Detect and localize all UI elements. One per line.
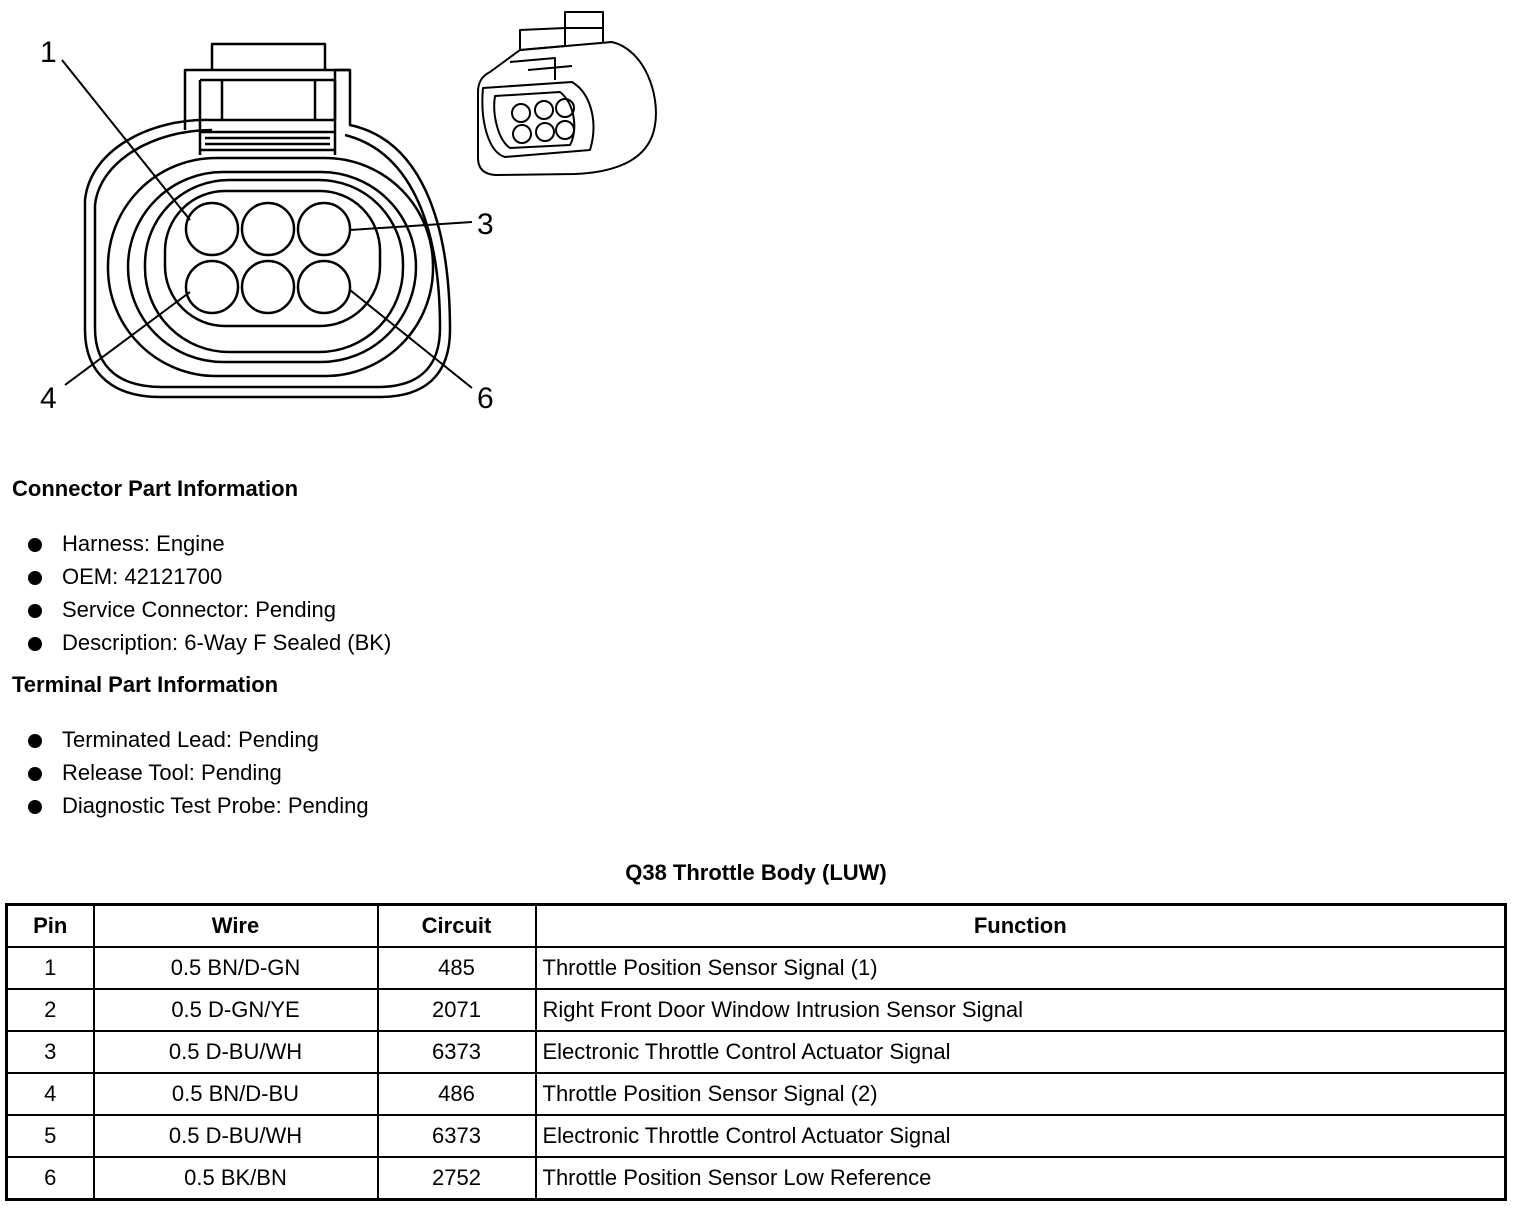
iso-pin-6 bbox=[556, 121, 574, 139]
pinout-table bbox=[5, 903, 1507, 1201]
cell-function: Right Front Door Window Intrusion Sensor Signal bbox=[536, 989, 1506, 1031]
callout-label-3: 3 bbox=[477, 208, 494, 241]
table-row bbox=[7, 989, 1506, 1031]
table-header-row bbox=[7, 905, 1506, 948]
connector-iso-view bbox=[478, 12, 656, 175]
header-wire: Wire bbox=[94, 905, 378, 948]
pin-cavity-3 bbox=[298, 203, 350, 255]
cell-function: Throttle Position Sensor Signal (2) bbox=[536, 1073, 1506, 1115]
bullet-icon bbox=[28, 637, 42, 651]
callout-line-1 bbox=[62, 60, 190, 220]
callout-line-6 bbox=[350, 290, 472, 388]
bullet-icon bbox=[28, 800, 42, 814]
pin-cavity-6 bbox=[298, 261, 350, 313]
cell-wire: 0.5 BN/D-GN bbox=[94, 947, 378, 989]
bullet-icon bbox=[28, 767, 42, 781]
cell-function: Electronic Throttle Control Actuator Signal bbox=[536, 1031, 1506, 1073]
cell-pin: 5 bbox=[7, 1115, 94, 1157]
connector-body-outline bbox=[85, 70, 450, 397]
cell-circuit: 6373 bbox=[378, 1031, 536, 1073]
iso-pin-5 bbox=[536, 123, 554, 141]
connector-info-list bbox=[28, 527, 391, 659]
connector-body-inner-outline bbox=[95, 130, 440, 387]
terminal-info-list bbox=[28, 723, 369, 822]
cell-function: Throttle Position Sensor Low Reference bbox=[536, 1157, 1506, 1200]
callout-label-1: 1 bbox=[40, 36, 57, 69]
cell-pin: 2 bbox=[7, 989, 94, 1031]
list-item: Terminated Lead: Pending bbox=[28, 723, 369, 756]
list-item: OEM: 42121700 bbox=[28, 560, 391, 593]
callout-label-4: 4 bbox=[40, 382, 57, 415]
cell-pin: 1 bbox=[7, 947, 94, 989]
cell-circuit: 486 bbox=[378, 1073, 536, 1115]
terminal-info-title: Terminal Part Information bbox=[12, 672, 279, 697]
iso-pin-1 bbox=[512, 104, 530, 122]
iso-pin-2 bbox=[535, 101, 553, 119]
table-row bbox=[7, 1031, 1506, 1073]
cell-circuit: 2752 bbox=[378, 1157, 536, 1200]
list-item: Service Connector: Pending bbox=[28, 593, 391, 626]
table-title: Q38 Throttle Body (LUW) bbox=[625, 860, 887, 885]
cell-wire: 0.5 D-BU/WH bbox=[94, 1115, 378, 1157]
iso-latch bbox=[510, 12, 603, 80]
cell-pin: 3 bbox=[7, 1031, 94, 1073]
bullet-icon bbox=[28, 604, 42, 618]
connector-info-title: Connector Part Information bbox=[12, 476, 299, 501]
header-function: Function bbox=[536, 905, 1506, 948]
header-pin: Pin bbox=[7, 905, 94, 948]
cell-wire: 0.5 D-GN/YE bbox=[94, 989, 378, 1031]
bullet-icon bbox=[28, 538, 42, 552]
cell-wire: 0.5 BN/D-BU bbox=[94, 1073, 378, 1115]
list-item: Diagnostic Test Probe: Pending bbox=[28, 789, 369, 822]
iso-pin-4 bbox=[513, 125, 531, 143]
cell-function: Throttle Position Sensor Signal (1) bbox=[536, 947, 1506, 989]
table-row bbox=[7, 1115, 1506, 1157]
callout-line-3 bbox=[350, 222, 472, 230]
connector-latch bbox=[185, 44, 350, 155]
pin-cavity-4 bbox=[186, 261, 238, 313]
table-row bbox=[7, 1157, 1506, 1200]
cell-pin: 6 bbox=[7, 1157, 94, 1200]
pin-cavity-2 bbox=[242, 203, 294, 255]
cell-circuit: 6373 bbox=[378, 1115, 536, 1157]
list-item: Harness: Engine bbox=[28, 527, 391, 560]
cell-circuit: 485 bbox=[378, 947, 536, 989]
cell-pin: 4 bbox=[7, 1073, 94, 1115]
iso-body-outline bbox=[478, 42, 656, 175]
list-item: Release Tool: Pending bbox=[28, 756, 369, 789]
connector-front-view bbox=[40, 36, 494, 415]
list-item: Description: 6-Way F Sealed (BK) bbox=[28, 626, 391, 659]
table-row bbox=[7, 947, 1506, 989]
connector-pin-cavity-frame bbox=[165, 191, 380, 326]
cell-circuit: 2071 bbox=[378, 989, 536, 1031]
bullet-icon bbox=[28, 734, 42, 748]
connector-diagram bbox=[0, 0, 700, 430]
header-circuit: Circuit bbox=[378, 905, 536, 948]
pin-cavity-5 bbox=[242, 261, 294, 313]
cell-wire: 0.5 D-BU/WH bbox=[94, 1031, 378, 1073]
callout-label-6: 6 bbox=[477, 382, 494, 415]
pin-cavity-1 bbox=[186, 203, 238, 255]
table-row bbox=[7, 1073, 1506, 1115]
cell-wire: 0.5 BK/BN bbox=[94, 1157, 378, 1200]
bullet-icon bbox=[28, 571, 42, 585]
cell-function: Electronic Throttle Control Actuator Signal bbox=[536, 1115, 1506, 1157]
